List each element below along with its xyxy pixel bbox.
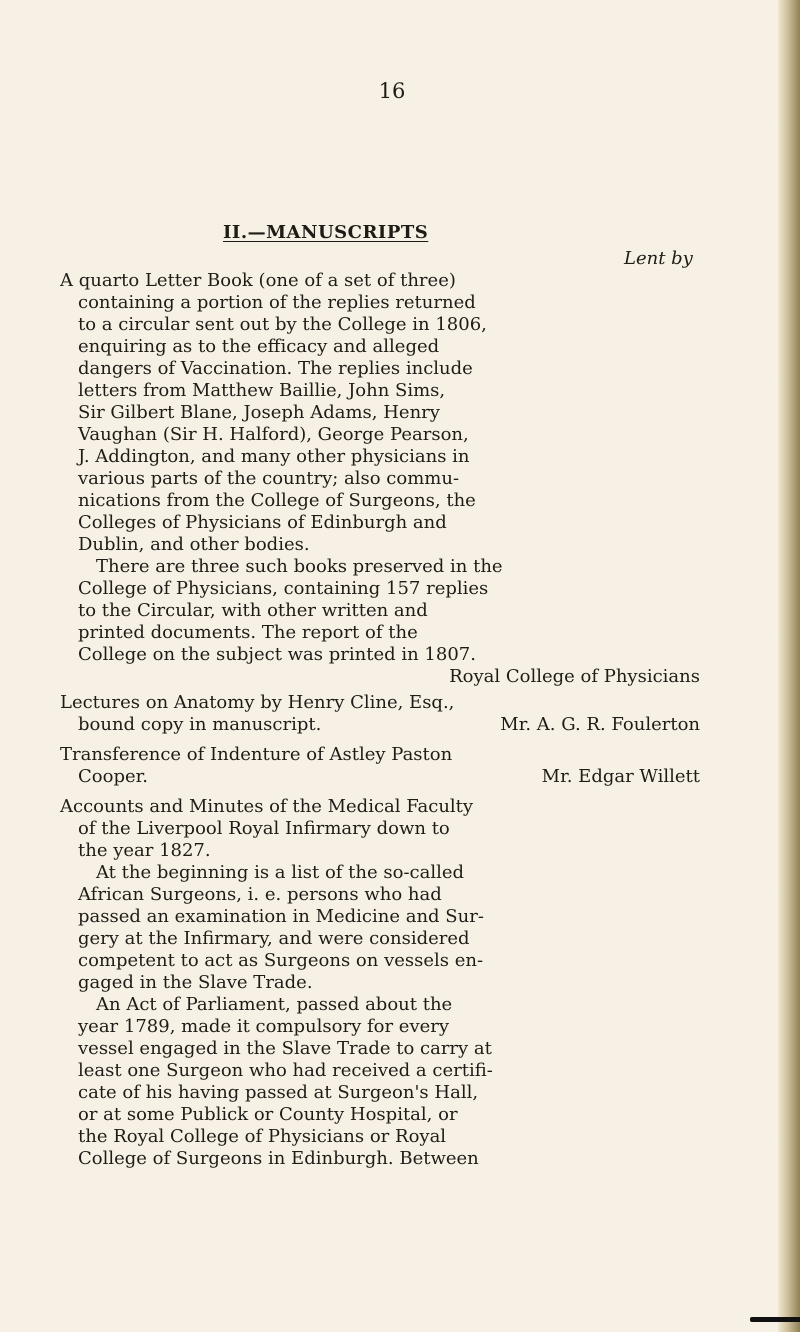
page-edge <box>778 0 800 1332</box>
entry-line: enquiring as to the efficacy and alleged <box>78 336 440 357</box>
entry-note-line: gaged in the Slave Trade. <box>78 972 313 993</box>
lender-name: Royal College of Physicians <box>449 666 700 687</box>
lender-name: Mr. Edgar Willett <box>541 766 700 787</box>
lent-by-label: Lent by <box>624 248 693 269</box>
entry-line: the year 1827. <box>78 840 211 861</box>
entry-line: Colleges of Physicians of Edinburgh and <box>78 512 447 533</box>
entry-note-line: or at some Publick or County Hospital, or <box>78 1104 458 1125</box>
page-edge-mark <box>750 1317 800 1322</box>
lender-name: Mr. A. G. R. Foulerton <box>500 714 700 735</box>
entry-note-line: cate of his having passed at Surgeon's Hall, <box>78 1082 479 1103</box>
entry-line: letters from Matthew Baillie, John Sims, <box>78 380 446 401</box>
entry-note-line: least one Surgeon who had received a certifi- <box>78 1060 493 1081</box>
entry-note-line: year 1789, made it compulsory for every <box>78 1016 450 1037</box>
entry-line: Accounts and Minutes of the Medical Faculty <box>60 796 474 817</box>
entry-note-line: College on the subject was printed in 1807. <box>78 644 476 665</box>
entry-line-with-lender <box>60 766 700 788</box>
entry-line: J. Addington, and many other physicians in <box>78 446 470 467</box>
entry-indenture <box>60 744 700 788</box>
entry-anatomy-lectures <box>60 692 700 736</box>
entry-note-line: gery at the Infirmary, and were considered <box>78 928 470 949</box>
entry-line: Transference of Indenture of Astley Paston <box>60 744 453 765</box>
entry-line: Sir Gilbert Blane, Joseph Adams, Henry <box>78 402 440 423</box>
entry-note-line: At the beginning is a list of the so-called <box>96 862 465 883</box>
section-heading: II.—MANUSCRIPTS <box>223 222 429 243</box>
entry-note-line: printed documents. The report of the <box>78 622 418 643</box>
entry-line: A quarto Letter Book (one of a set of three) <box>60 270 456 291</box>
entry-line: to a circular sent out by the College in 1806, <box>78 314 487 335</box>
entry-line: Lectures on Anatomy by Henry Cline, Esq., <box>60 692 455 713</box>
entry-letter-book <box>60 270 700 688</box>
entry-line: bound copy in manuscript. <box>78 714 322 735</box>
entry-note-line: vessel engaged in the Slave Trade to carry at <box>78 1038 492 1059</box>
entry-note-line: competent to act as Surgeons on vessels en- <box>78 950 484 971</box>
entry-note-line: African Surgeons, i. e. persons who had <box>78 884 442 905</box>
entry-line: Vaughan (Sir H. Halford), George Pearson, <box>78 424 469 445</box>
entry-liverpool-accounts <box>60 796 700 1170</box>
entry-line: dangers of Vaccination. The replies include <box>78 358 473 379</box>
entry-line: nications from the College of Surgeons, the <box>78 490 476 511</box>
entry-note-line: passed an examination in Medicine and Sur- <box>78 906 484 927</box>
entry-line: containing a portion of the replies returned <box>78 292 476 313</box>
entry-note-line: College of Physicians, containing 157 replies <box>78 578 489 599</box>
entry-note-line: There are three such books preserved in the <box>96 556 503 577</box>
entry-line: Dublin, and other bodies. <box>78 534 310 555</box>
entry-note-line: College of Surgeons in Edinburgh. Between <box>78 1148 479 1169</box>
entry-line: various parts of the country; also commu- <box>78 468 460 489</box>
entry-line: of the Liverpool Royal Infirmary down to <box>78 818 450 839</box>
entry-note-line: An Act of Parliament, passed about the <box>96 994 453 1015</box>
page-number: 16 <box>378 79 406 103</box>
entry-note-line: to the Circular, with other written and <box>78 600 428 621</box>
entry-line: Cooper. <box>78 766 148 787</box>
entry-line-with-lender <box>60 714 700 736</box>
entry-note-line: the Royal College of Physicians or Royal <box>78 1126 447 1147</box>
